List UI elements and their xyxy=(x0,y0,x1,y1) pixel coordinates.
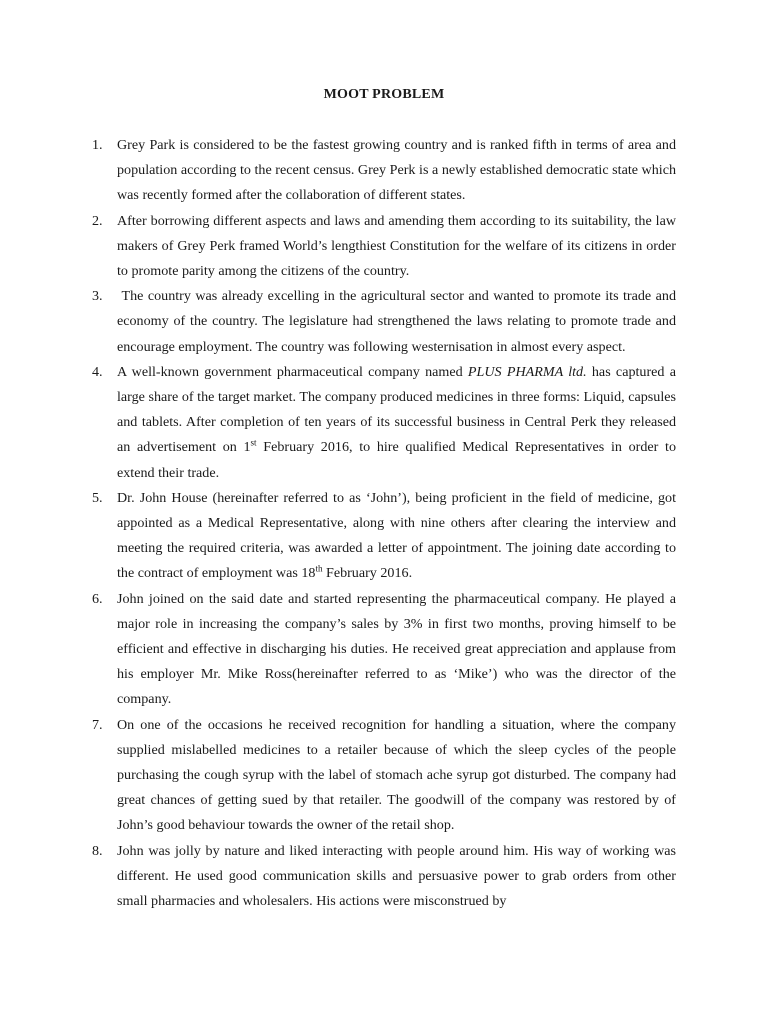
list-item-6 xyxy=(92,587,676,713)
list-item-text xyxy=(117,360,676,486)
list-item-text-part: February 2016, to hire qualified Medical Representatives in order to extend their trade. xyxy=(117,439,676,481)
list-item-text: Grey Park is considered to be the fastest growing country and is ranked fifth in terms of area and population according to the recent census. Grey Perk is a newly established democratic state which was recently formed after the collaboration of different states. xyxy=(117,137,676,204)
list-item-number: 7. xyxy=(92,716,103,733)
list-item-number: 1. xyxy=(92,137,103,153)
list-item-number: 4. xyxy=(92,363,103,380)
company-name: PLUS PHARMA ltd. xyxy=(467,363,587,380)
list-item-text-part: Dr. John House (hereinafter referred to as ‘John’), being proficient in the field of medicine, got appointed as a Medical Representative, along with nine others after clearing the interview and meeting the required criteria, was awarded a letter of appointment. The joining date according to the contract of employment was 18 xyxy=(117,489,676,582)
list-item-number: 2. xyxy=(92,212,103,229)
list-item-text: John joined on the said date and started representing the pharmaceutical company. He played a major role in increasing the company’s sales by 3% in first two months, proving himself to be efficient and effective in discharging his duties. He received great appreciation and applause from his employer Mr. Mike Ross(hereinafter referred to as ‘Mike’) who was the director of the company. xyxy=(117,590,676,708)
ordinal-suffix: st xyxy=(250,437,257,448)
list-item-text-part: A well-known government pharmaceutical company named xyxy=(117,363,468,380)
list-item-text: On one of the occasions he received recognition for handling a situation, where the company supplied mislabelled medicines to a retailer because of which the sleep cycles of the people purchasing the cough syrup with the label of stomach ache syrup got disturbed. The company had great chances of getting sued by that retailer. The goodwill of the company was restored by of John’s good behaviour towards the owner of the retail shop. xyxy=(117,716,676,834)
list-item-2 xyxy=(92,209,676,285)
list-item-text: The country was already excelling in the agricultural sector and wanted to promote its trade and economy of the country. The legislature had strengthened the laws relating to promote trade and encourage employment. The country was following westernisation in almost every aspect. xyxy=(117,288,680,355)
list-item-number: 6. xyxy=(92,590,103,607)
list-item-8 xyxy=(92,839,676,915)
list-item-number: 3. xyxy=(92,288,103,305)
list-item-3 xyxy=(92,284,680,360)
list-item-1 xyxy=(92,133,676,209)
list-item-7 xyxy=(92,713,676,839)
list-item-text: John was jolly by nature and liked interacting with people around him. His way of working was different. He used good communication skills and persuasive power to grab orders from other small pharmacies and wholesalers. His actions were misconstrued by xyxy=(117,842,676,910)
list-item-5 xyxy=(92,486,676,587)
list-item-text: After borrowing different aspects and laws and amending them according to its suitability, the law makers of Grey Perk framed World’s lengthiest Constitution for the welfare of its citizens in order to promote parity among the citizens of the country. xyxy=(117,212,676,280)
list-item-text xyxy=(117,486,676,587)
list-item-number: 8. xyxy=(92,842,103,859)
list-item-number: 5. xyxy=(92,489,103,506)
ordinal-suffix: th xyxy=(315,563,323,574)
list-item-text-part: February 2016. xyxy=(322,565,413,582)
document-title: MOOT PROBLEM xyxy=(323,87,445,102)
numbered-list xyxy=(92,133,680,914)
list-item-4 xyxy=(92,360,676,486)
list-item-text-part: has captured a large share of the target market. The company produced medicines in three forms: Liquid, capsules and tablets. After completion of ten years of its successful business in Central Perk they released an advertisement on 1 xyxy=(117,363,676,456)
